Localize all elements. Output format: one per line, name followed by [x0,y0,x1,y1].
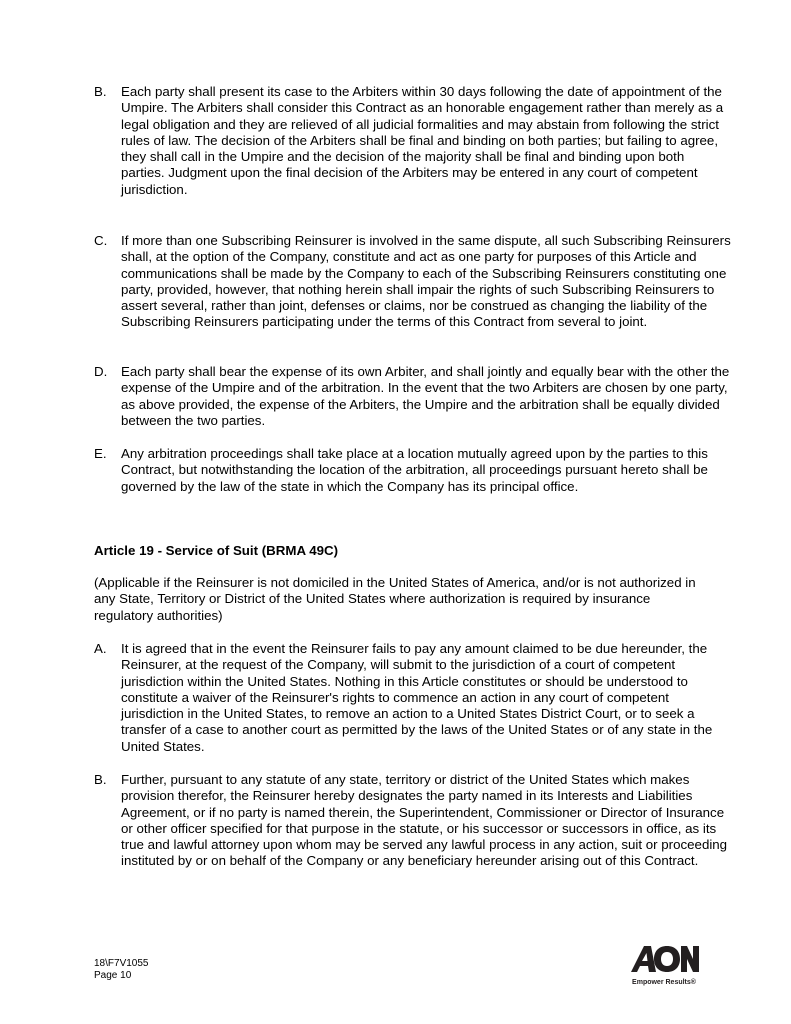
clause-e [94,446,731,495]
clause-text: It is agreed that in the event the Reinsurer fails to pay any amount claimed to be due hereunder, the Reinsurer, at the request of the Company, will submit to the jurisdiction of a court of competent jurisdiction within the United States. Nothing in this Article constitutes or should be understood to constitute a waiver of the Reinsurer's rights to commence an action in any court of competent jurisdiction in the United States, to remove an action to a United States District Court, or to seek a transfer of a case to another court as permitted by the laws of the United States or of any state in the United States. [121,641,713,754]
clause-marker: B. [94,772,107,787]
page-footer [94,958,149,982]
clause-c [94,233,731,331]
clause-b-service [94,772,731,870]
aon-logo [628,942,700,988]
article-heading: Article 19 - Service of Suit (BRMA 49C) [94,543,339,558]
clause-marker: B. [94,84,107,99]
clause-marker: E. [94,446,107,461]
clause-a [94,641,731,755]
page-number: Page 10 [94,970,132,981]
clause-b [94,84,731,198]
clause-marker: C. [94,233,108,248]
clause-text: Any arbitration proceedings shall take place at a location mutually agreed upon by the parties to this Contract, but notwithstanding the location of the arbitration, all proceedings pursuant hereto shall be governed by the law of the state in which the Company has its principal office. [121,446,708,494]
clause-text: Each party shall bear the expense of its own Arbiter, and shall jointly and equally bear with the other the expense of the Umpire and of the arbitration. In the event that the two Arbiters are chosen by one party, as above provided, the expense of the Arbiters, the Umpire and the arbitration shall be equally divided between the two parties. [121,364,730,428]
clause-text: If more than one Subscribing Reinsurer is involved in the same dispute, all such Subscribing Reinsurers shall, at the option of the Company, constitute and act as one party for purposes of this Article and communications shall be made by the Company to each of the Subscribing Reinsurers constituting one party, provided, however, that nothing herein shall impair the rights of such Subscribing Reinsurers to assert several, rather than joint, defenses or claims, nor be construed as changing the liability of the Subscribing Reinsurers participating under the terms of this Contract from several to joint. [121,233,731,330]
clause-marker: A. [94,641,107,656]
aon-logo-mark [628,942,700,988]
document-id: 18\F7V1055 [94,958,149,969]
clause-d [94,364,731,429]
logo-tagline: Empower Results® [632,979,696,986]
clause-marker: D. [94,364,108,379]
clause-text: Each party shall present its case to the Arbiters within 30 days following the date of appointment of the Umpire. The Arbiters shall consider this Contract as an honorable engagement rather than merely as a legal obligation and they are relieved of all judicial formalities and may abstain from following the strict rules of law. The decision of the Arbiters shall be final and binding on both parties; but failing to agree, they shall call in the Umpire and the decision of the majority shall be final and binding upon both parties. Judgment upon the final decision of the Arbiters may be entered in any court of competent jurisdiction. [121,84,724,197]
article-intro: (Applicable if the Reinsurer is not domiciled in the United States of America, and/or is not authorized in any State, Territory or District of the United States where authorization is required by insurance regulatory authorities) [94,575,696,623]
clause-text: Further, pursuant to any statute of any state, territory or district of the United States which makes provision therefor, the Reinsurer hereby designates the party named in its Interests and Liabilities Agreement, or if no party is named therein, the Superintendent, Commissioner or Director of Insurance or other officer specified for that purpose in the statute, or his successor or successors in office, as its true and lawful attorney upon whom may be served any lawful process in any action, suit or proceeding instituted by or on behalf of the Company or any beneficiary hereunder arising out of this Contract. [121,772,728,869]
